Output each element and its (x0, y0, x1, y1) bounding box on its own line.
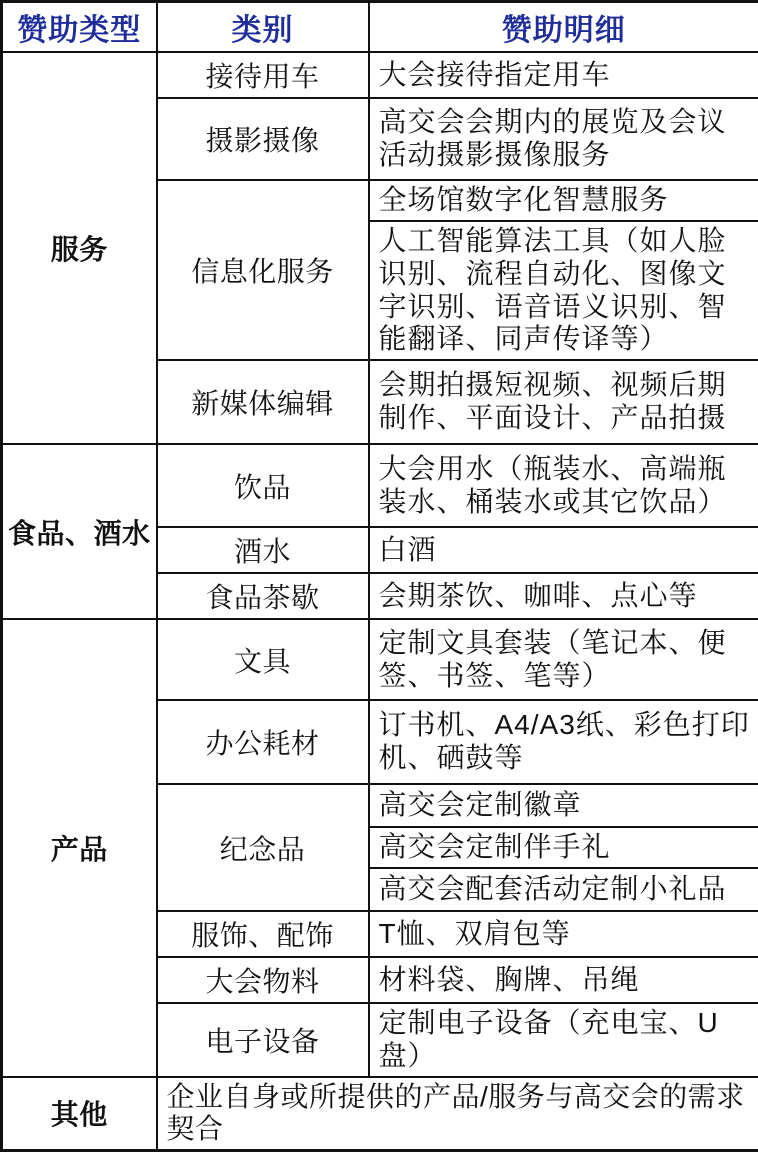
table-row (2, 1077, 758, 1151)
category-cell-office-supplies: 办公耗材 (157, 700, 369, 784)
detail-cell: 会期拍摄短视频、视频后期制作、平面设计、产品拍摄 (369, 360, 758, 444)
header-row (2, 2, 758, 53)
header-sponsor-type: 赞助类型 (2, 2, 157, 53)
detail-cell: 订书机、A4/A3纸、彩色打印机、硒鼓等 (369, 700, 758, 784)
group-cell-other: 其他 (2, 1077, 157, 1151)
detail-cell: 大会接待指定用车 (369, 52, 758, 98)
detail-cell: 白酒 (369, 527, 758, 573)
category-cell-conference-materials: 大会物料 (157, 957, 369, 1003)
category-cell-it-services: 信息化服务 (157, 180, 369, 360)
detail-cell: 定制文具套装（笔记本、便签、书签、笔等） (369, 619, 758, 700)
table-row (2, 619, 758, 700)
category-cell-photography: 摄影摄像 (157, 98, 369, 180)
category-cell-beverages: 饮品 (157, 444, 369, 527)
header-category: 类别 (157, 2, 369, 53)
table-row (2, 52, 758, 98)
detail-cell: 材料袋、胸牌、吊绳 (369, 957, 758, 1003)
detail-cell: 高交会配套活动定制小礼品 (369, 868, 758, 911)
category-cell-tea-break: 食品茶歇 (157, 573, 369, 619)
detail-cell: 高交会定制徽章 (369, 784, 758, 827)
category-cell-electronics: 电子设备 (157, 1003, 369, 1077)
category-cell-souvenirs: 纪念品 (157, 784, 369, 911)
detail-cell: 会期茶饮、咖啡、点心等 (369, 573, 758, 619)
category-cell-apparel: 服饰、配饰 (157, 911, 369, 957)
group-cell-services: 服务 (2, 52, 157, 444)
category-cell-new-media: 新媒体编辑 (157, 360, 369, 444)
detail-cell: 人工智能算法工具（如人脸识别、流程自动化、图像文字识别、语音语义识别、智能翻译、同声传译等） (369, 221, 758, 360)
category-cell-stationery: 文具 (157, 619, 369, 700)
group-cell-products: 产品 (2, 619, 157, 1077)
detail-cell: 高交会定制伴手礼 (369, 827, 758, 868)
header-sponsor-detail: 赞助明细 (369, 2, 758, 53)
table-row (2, 444, 758, 527)
group-cell-food-drinks: 食品、酒水 (2, 444, 157, 619)
detail-cell: T恤、双肩包等 (369, 911, 758, 957)
detail-cell: 高交会会期内的展览及会议活动摄影摄像服务 (369, 98, 758, 180)
category-cell-liquor: 酒水 (157, 527, 369, 573)
detail-cell-other: 企业自身或所提供的产品/服务与高交会的需求契合 (157, 1077, 758, 1151)
detail-cell: 定制电子设备（充电宝、U盘） (369, 1003, 758, 1077)
detail-cell: 全场馆数字化智慧服务 (369, 180, 758, 221)
category-cell-reception-car: 接待用车 (157, 52, 369, 98)
detail-cell: 大会用水（瓶装水、高端瓶装水、桶装水或其它饮品） (369, 444, 758, 527)
